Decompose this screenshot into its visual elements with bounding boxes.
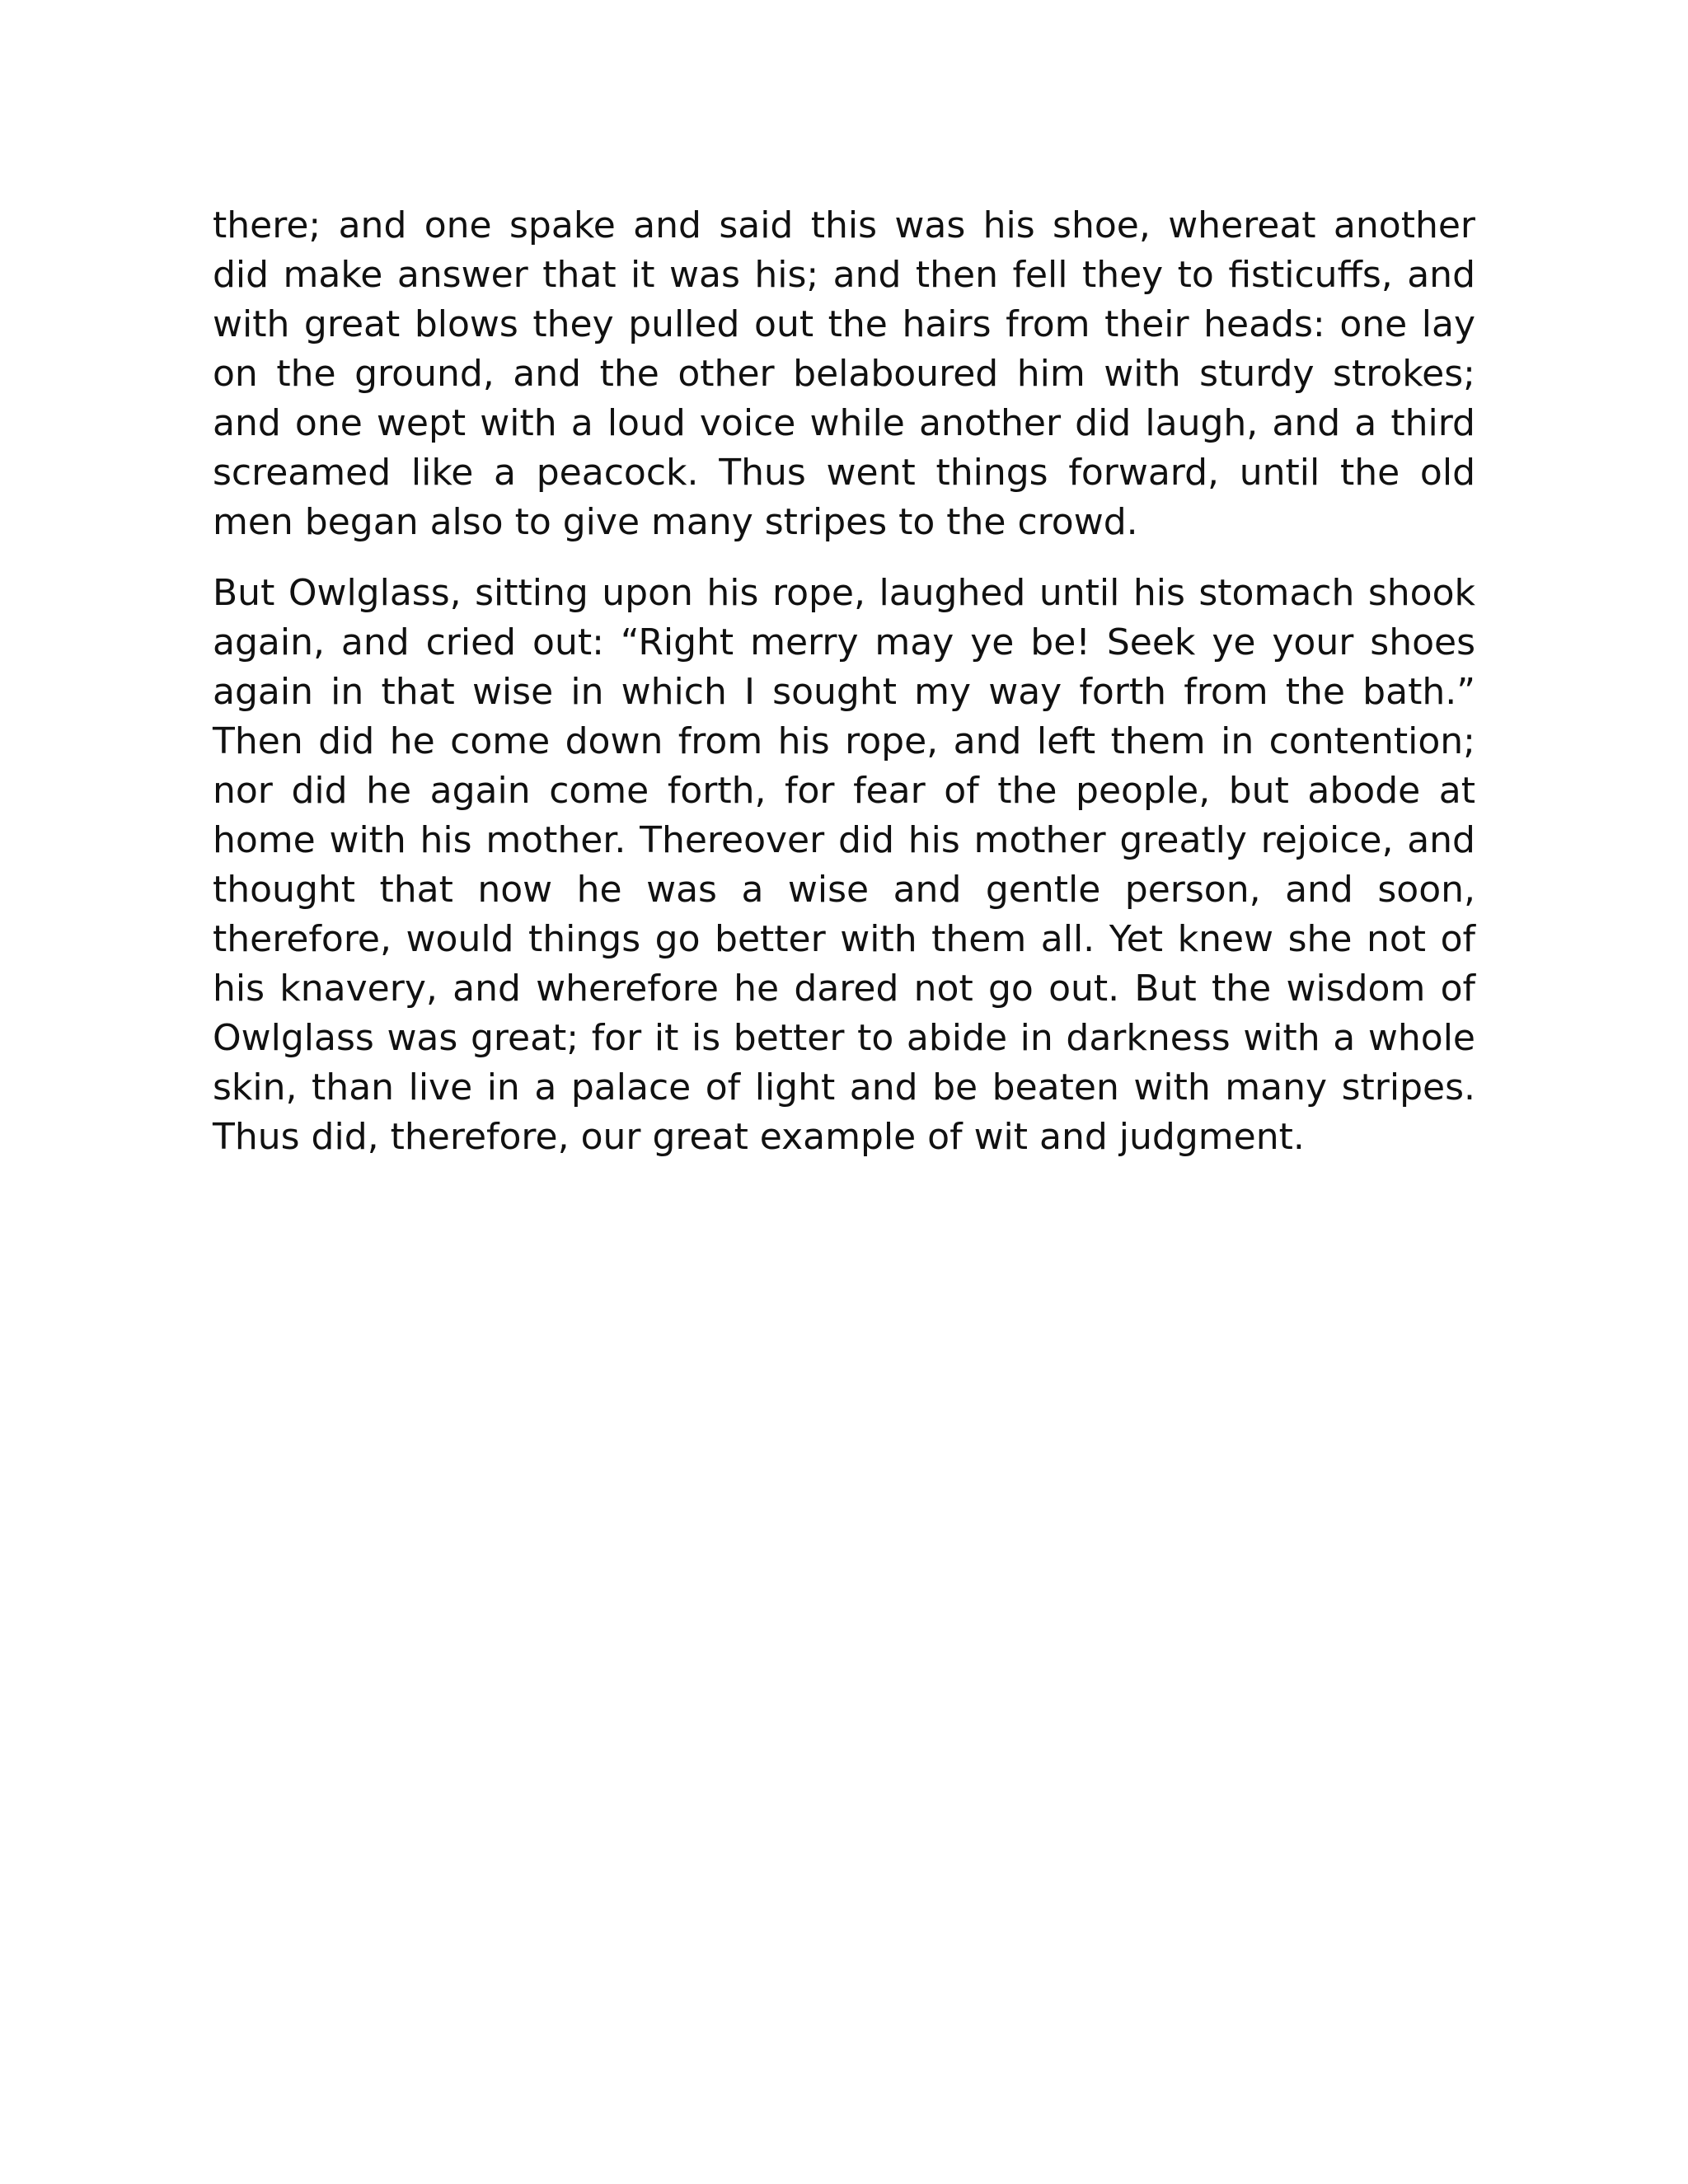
body-text (213, 201, 1475, 1183)
paragraph-1: there; and one spake and said this was his shoe, whereat another did make answer that it was his; and then fell they to fisticuffs, and with great blows they pulled out the hairs from their heads: one lay on the ground, and the other belaboured him with sturdy strokes; and one wept with a loud voice while another did laugh, and a third screamed like a peacock. Thus went things forward, until the old men began also to give many stripes to the crowd. (213, 204, 1475, 543)
paragraph-2: But Owlglass, sitting upon his rope, laughed until his stomach shook again, and cried out: “Right merry may ye be! Seek ye your shoes again in that wise in which I sought my way forth from the bath.” Then did he come down from his rope, and left them in contention; nor did he again come forth, for fear of the people, but abode at home with his mother. Thereover did his mother greatly rejoice, and thought that now he was a wise and gentle person, and soon, therefore, would things go better with them all. Yet knew she not of his knavery, and wherefore he dared not go out. But the wisdom of Owlglass was great; for it is better to abide in darkness with a whole skin, than live in a palace of light and be beaten with many stripes. Thus did, therefore, our great example of wit and judgment. (213, 572, 1475, 1158)
